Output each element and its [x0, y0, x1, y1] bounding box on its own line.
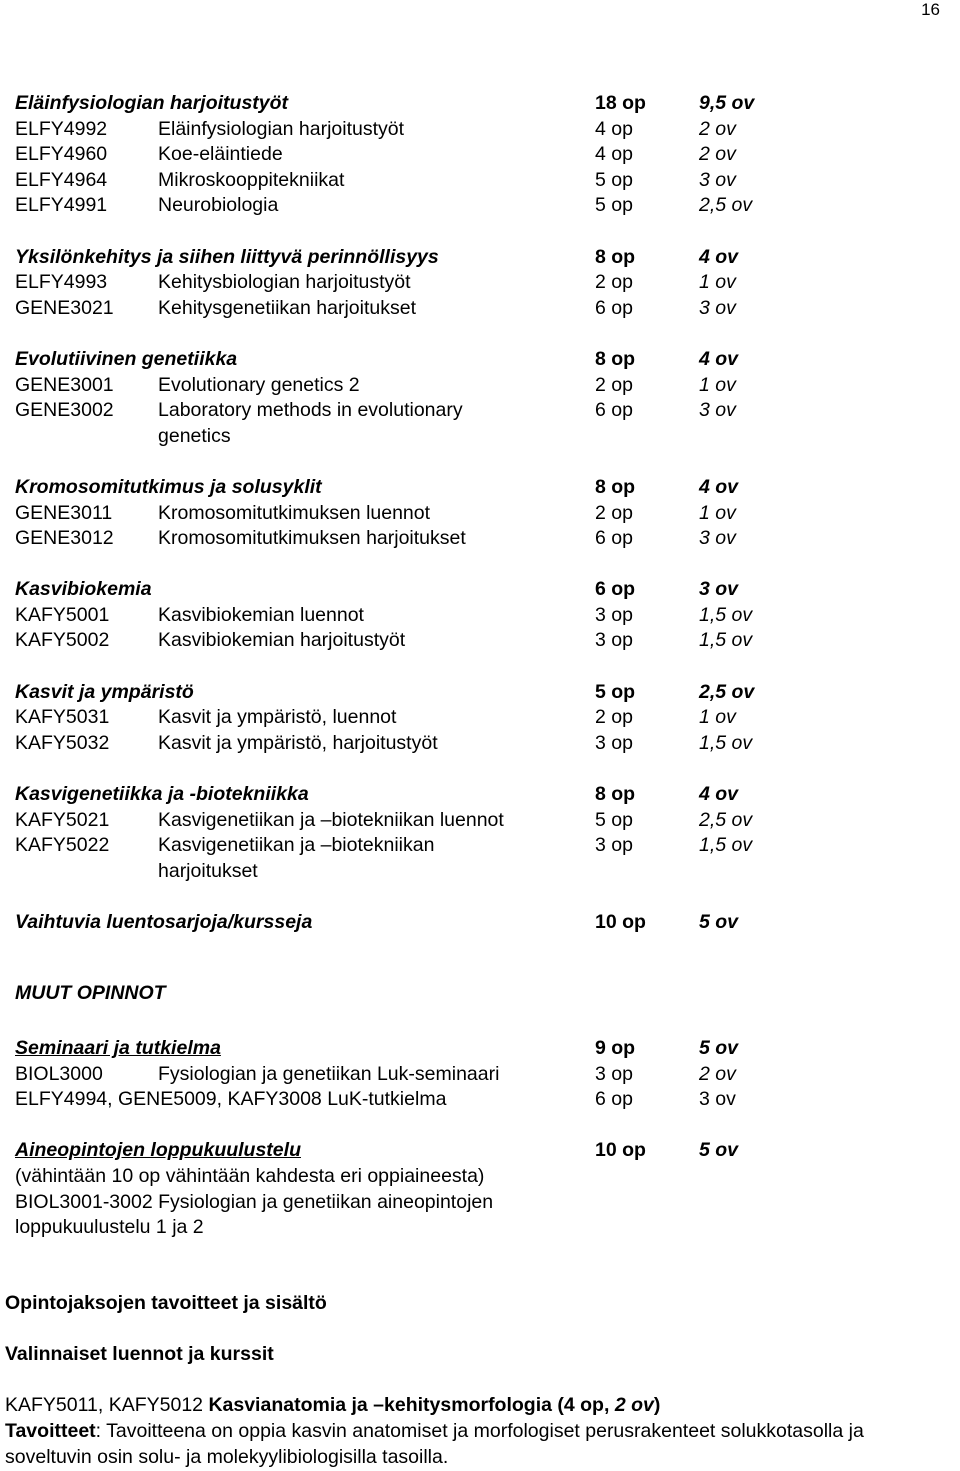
course-op: 6 op — [595, 296, 633, 319]
group-header — [15, 577, 915, 603]
exam-text: BIOL3001-3002 Fysiologian ja genetiikan aineopintojen — [15, 1190, 494, 1213]
course-code: KAFY5001 — [15, 603, 110, 626]
course-name: Kasvibiokemian harjoitustyöt — [158, 629, 406, 652]
course-op: 4 op — [595, 143, 633, 166]
course-op: 6 op — [595, 399, 633, 422]
course-name-continued: genetics — [158, 424, 231, 447]
group-op: 8 op — [595, 475, 636, 498]
course-row-continued — [15, 859, 915, 885]
seminar-group-header — [15, 1036, 915, 1062]
course-ov: 3 ov — [699, 527, 736, 550]
course-op: 5 op — [595, 168, 633, 191]
exam-text: (vähintään 10 op vähintään kahdesta eri oppiaineesta) — [15, 1164, 485, 1187]
group-ov: 4 ov — [699, 475, 739, 498]
exam-text: loppukuulustelu 1 ja 2 — [15, 1216, 204, 1239]
course-name: Koe-eläintiede — [158, 143, 283, 166]
course-row — [15, 501, 915, 527]
course-op: 3 op — [595, 603, 633, 626]
course-row — [15, 142, 915, 168]
course-code: KAFY5031 — [15, 706, 110, 729]
course-code: ELFY4960 — [15, 143, 108, 166]
course-title-close: ) — [653, 1394, 661, 1417]
course-op: 6 op — [595, 1088, 633, 1111]
course-text: ELFY4994, GENE5009, KAFY3008 LuK-tutkielma — [15, 1088, 447, 1111]
course-row — [15, 1087, 915, 1113]
course-name-continued: harjoitukset — [158, 859, 258, 882]
course-ov: 1,5 ov — [699, 731, 753, 754]
course-code: KAFY5002 — [15, 629, 110, 652]
group-op: 9 op — [595, 1037, 636, 1059]
course-ov: 3 ov — [699, 168, 736, 191]
section-heading-electives: Valinnaiset luennot ja kurssit — [5, 1343, 274, 1366]
course-name: Kasvit ja ympäristö, harjoitustyöt — [158, 731, 438, 754]
course-ov: 3 ov — [699, 296, 736, 319]
course-name: Fysiologian ja genetiikan Luk-seminaari — [158, 1062, 500, 1085]
course-op: 2 op — [595, 706, 633, 729]
group-ov: 5 ov — [699, 911, 739, 933]
group-title: Aineopintojen loppukuulustelu — [15, 1139, 301, 1162]
course-descriptions — [5, 1291, 955, 1470]
course-row — [15, 168, 915, 194]
course-ov: 1 ov — [699, 501, 736, 524]
course-op: 3 op — [595, 731, 633, 754]
group-op: 10 op — [595, 1139, 646, 1162]
group-op: 8 op — [595, 347, 636, 370]
course-op: 5 op — [595, 808, 633, 831]
page-number: 16 — [921, 0, 940, 19]
group-op: 10 op — [595, 911, 646, 933]
course-group — [15, 910, 915, 936]
exam-line — [15, 1215, 915, 1241]
exam-line — [15, 1164, 915, 1190]
course-op: 4 op — [595, 117, 633, 140]
group-ov: 9,5 ov — [699, 92, 755, 114]
course-ov: 1 ov — [699, 373, 736, 396]
group-op: 5 op — [595, 680, 636, 703]
course-row — [15, 398, 915, 424]
course-ov: 1,5 ov — [699, 834, 753, 857]
course-group — [15, 245, 915, 322]
course-group — [15, 680, 915, 757]
group-title: Kromosomitutkimus ja solusyklit — [15, 475, 322, 498]
course-op: 3 op — [595, 1062, 633, 1085]
course-op: 2 op — [595, 373, 633, 396]
goals-text: : Tavoitteena on oppia kasvin anatomiset ja morfologiset perusrakenteet solukkotasolla ja soveltuvin osin solu- ja molekyylibiologisilla tasoilla. — [5, 1419, 864, 1468]
course-group — [15, 347, 915, 449]
course-name: Kasvit ja ympäristö, luennot — [158, 706, 397, 729]
course-group — [15, 475, 915, 552]
course-ov: 3 ov — [699, 1088, 736, 1111]
group-op: 18 op — [595, 92, 646, 114]
group-ov: 5 ov — [699, 1037, 739, 1059]
course-row — [15, 808, 915, 834]
course-op: 2 op — [595, 501, 633, 524]
exam-line — [15, 1190, 915, 1216]
group-title: Evolutiivinen genetiikka — [15, 347, 238, 370]
group-op: 6 op — [595, 578, 636, 601]
course-groups — [15, 91, 915, 936]
course-ov: 1,5 ov — [699, 629, 753, 652]
group-ov: 3 ov — [699, 578, 739, 601]
course-name: Eläinfysiologian harjoitustyöt — [158, 117, 405, 140]
exam-group-header — [15, 1138, 915, 1164]
group-title: Kasvit ja ympäristö — [15, 680, 194, 703]
course-row — [15, 603, 915, 629]
course-row-continued — [15, 424, 915, 450]
course-row — [15, 526, 915, 552]
course-name: Laboratory methods in evolutionary — [158, 399, 463, 422]
course-ov: 1,5 ov — [699, 603, 753, 626]
course-ov: 2,5 ov — [699, 808, 753, 831]
course-code: KAFY5032 — [15, 731, 110, 754]
course-name: Kasvibiokemian luennot — [158, 603, 364, 626]
group-op: 8 op — [595, 783, 636, 806]
course-code: GENE3012 — [15, 527, 114, 550]
goals-label: Tavoitteet — [5, 1419, 96, 1442]
course-ov: 2 ov — [699, 117, 736, 140]
course-title-line — [5, 1393, 955, 1419]
course-code: GENE3011 — [15, 501, 113, 524]
group-ov: 2,5 ov — [699, 680, 755, 703]
course-title: Kasvianatomia ja –kehitysmorfologia (4 op, — [208, 1394, 615, 1417]
section-heading-goals: Opintojaksojen tavoitteet ja sisältö — [5, 1292, 327, 1314]
group-header — [15, 782, 915, 808]
course-name: Kromosomitutkimuksen luennot — [158, 501, 431, 524]
course-name: Mikroskooppitekniikat — [158, 168, 345, 191]
course-name: Kasvigenetiikan ja –biotekniikan — [158, 834, 435, 857]
course-code: GENE3001 — [15, 373, 114, 396]
course-group — [15, 782, 915, 884]
course-row — [15, 1062, 915, 1088]
course-code: ELFY4991 — [15, 194, 108, 217]
course-row — [15, 270, 915, 296]
course-op: 3 op — [595, 834, 633, 857]
muut-opinnot-heading: MUUT OPINNOT — [15, 982, 166, 1004]
course-row — [15, 193, 915, 219]
course-row — [15, 731, 915, 757]
other-studies — [15, 1036, 915, 1241]
course-ov: 1 ov — [699, 706, 736, 729]
course-code: GENE3002 — [15, 399, 114, 422]
course-code: BIOL3000 — [15, 1062, 103, 1085]
course-code: ELFY4993 — [15, 271, 108, 294]
course-code: ELFY4992 — [15, 117, 108, 140]
group-ov: 4 ov — [699, 245, 739, 268]
group-title: Kasvibiokemia — [15, 578, 152, 601]
course-name: Kasvigenetiikan ja –biotekniikan luennot — [158, 808, 504, 831]
course-row — [15, 628, 915, 654]
course-name: Neurobiologia — [158, 194, 279, 217]
group-header — [15, 680, 915, 706]
group-op: 8 op — [595, 245, 636, 268]
course-goals — [5, 1419, 955, 1470]
course-name: Kehitysgenetiikan harjoitukset — [158, 296, 416, 319]
course-code: ELFY4964 — [15, 168, 108, 191]
course-codes: KAFY5011, KAFY5012 — [5, 1394, 209, 1417]
course-row — [15, 833, 915, 859]
course-op: 5 op — [595, 194, 633, 217]
course-code: GENE3021 — [15, 296, 114, 319]
group-ov: 4 ov — [699, 783, 739, 806]
group-header — [15, 245, 915, 271]
group-ov: 5 ov — [699, 1139, 739, 1162]
group-header — [15, 91, 915, 117]
course-row — [15, 373, 915, 399]
course-name: Kehitysbiologian harjoitustyöt — [158, 271, 411, 294]
course-row — [15, 296, 915, 322]
group-header — [15, 347, 915, 373]
course-code: KAFY5022 — [15, 834, 110, 857]
course-ov: 2,5 ov — [699, 194, 753, 217]
group-ov: 4 ov — [699, 347, 739, 370]
course-op: 6 op — [595, 527, 633, 550]
course-ov: 2 ov — [614, 1394, 654, 1417]
group-header — [15, 910, 915, 936]
course-name: Kromosomitutkimuksen harjoitukset — [158, 527, 466, 550]
course-ov: 1 ov — [699, 271, 736, 294]
course-name: Evolutionary genetics 2 — [158, 373, 360, 396]
group-title: Vaihtuvia luentosarjoja/kursseja — [15, 911, 313, 933]
course-group — [15, 91, 915, 219]
course-group — [15, 577, 915, 654]
course-ov: 2 ov — [699, 1062, 736, 1085]
course-ov: 3 ov — [699, 399, 736, 422]
course-ov: 2 ov — [699, 143, 736, 166]
group-title: Kasvigenetiikka ja -biotekniikka — [15, 783, 309, 806]
course-code: KAFY5021 — [15, 808, 110, 831]
course-row — [15, 117, 915, 143]
group-title: Seminaari ja tutkielma — [15, 1037, 221, 1059]
group-title: Eläinfysiologian harjoitustyöt — [15, 92, 289, 114]
course-row — [15, 705, 915, 731]
course-op: 3 op — [595, 629, 633, 652]
group-header — [15, 475, 915, 501]
group-title: Yksilönkehitys ja siihen liittyvä perinnöllisyys — [15, 245, 439, 268]
course-op: 2 op — [595, 271, 633, 294]
